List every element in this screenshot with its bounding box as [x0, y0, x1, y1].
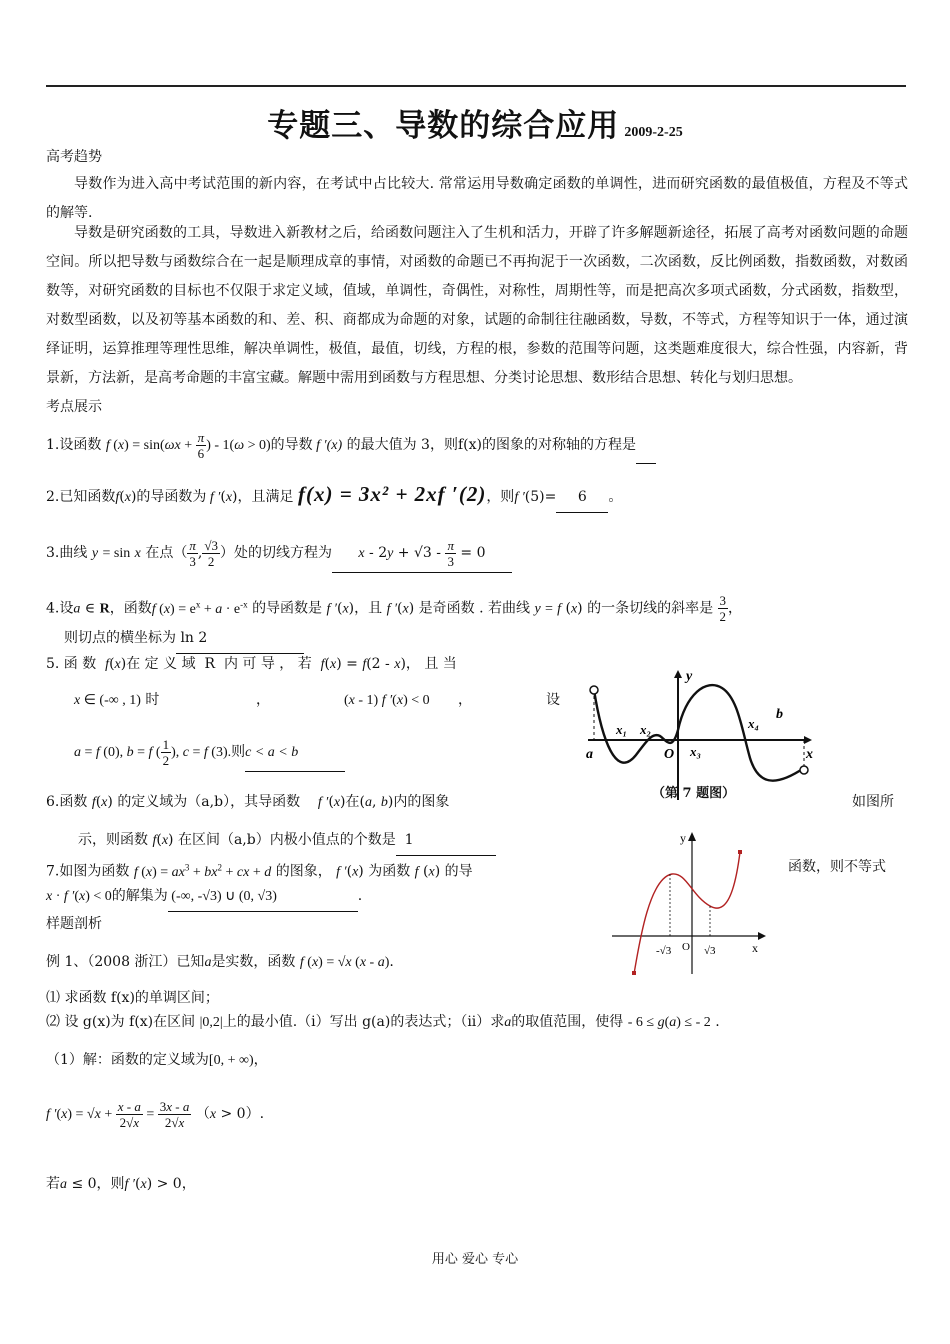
example-1-part2: ⑵ 设 g(x)为 f(x)在区间 |0,2|上的最小值.（i）写出 g(a)的表达式；（ii）求a的取值范围，使得 - 6 ≤ g(a) ≤ - 2 . — [46, 1014, 720, 1030]
cubic-label-y: y — [680, 831, 686, 845]
label-x3: x₃ — [690, 744, 702, 759]
cubic-endpoint-right — [738, 850, 742, 854]
q7-answer: (-∞, -√3) ∪ (0, √3) — [168, 882, 358, 912]
section-points: 考点展示 — [46, 399, 102, 415]
question-6-line2: 示，则函数 f(x) 在区间（a,b）内极小值点的个数是 1 — [78, 826, 940, 856]
question-7-line2: x · f ′(x) < 0的解集为 (-∞, -√3) ∪ (0, √3) . — [46, 882, 908, 912]
cubic-endpoint-left — [632, 971, 636, 975]
question-3: 3.曲线 y = sin x 在点（ $\frac{\pi}{3}$ , $\frac{√3}{2}$ ）处的切线方程为 x - 2y + √3 - $\frac{\pi}{3}$ = 0 — [46, 535, 908, 573]
title-text: 专题三、导数的综合应用 — [267, 108, 620, 144]
question-4-line2: 则切点的横坐标为 ln 2 — [64, 624, 926, 654]
x-axis-arrow — [804, 736, 812, 744]
q6-answer: 1 — [396, 826, 496, 856]
paragraph-2: 导数是研究函数的工具，导数进入新教材之后，给函数问题注入了生机和活力，开辟了许多解题新途径，拓展了高考对函数问题的命题空间。所以把导数与函数综合在一起是顺理成章的事情，对函数的命题已不再拘泥于一次函数，二次函数，反比例函数，指数函数，对数函数等，对研究函数的目标也不仅限于求定义域，值域，单调性，奇偶性，对称性，周期性等，而是把高次多项式函数，分式函数，指数型，对数型函数，以及初等基本函数的和、差、积、商都成为命题的对象，试题的命制往往融函数，导数，不等式，方程等知识于一体，通过演绎证明，运算推理等理性思维，解决单调性，极值，最值，切线，方程的根，参数的范围等问题，这类题难度很大，综合性强，内容新，背景新，方法新，是高考命题的丰富宝藏。解题中需用到函数与方程思想、分类讨论思想、数形结合思想、转化与划归思想。 — [46, 225, 908, 386]
cubic-y-arrow — [688, 832, 696, 841]
q4-answer: ln 2 — [176, 624, 304, 654]
question-4: 4.设a ∈ R，函数f $(x) = e^x + a \cdot e^{-x}$ 的导函数是 f ′(x)，且 f ′(x) 是奇函数 . 若曲线 y = f (x) 的一条切线的斜率是 $\frac{3}{2}$ ， — [46, 593, 743, 625]
q2-answer: 6 — [556, 483, 608, 513]
q3-answer: x - 2y + √3 - $\frac{\pi}{3}$ = 0 — [332, 535, 512, 573]
question-2: 2.已知函数f(x)的导函数为 f ′(x)，且满足 f(x) = 3x² + 2xf ′(2)，则f ′(5)= 6 。 — [46, 480, 908, 513]
label-x2: x₂ — [640, 722, 652, 737]
section-examples: 样题剖析 — [46, 916, 102, 932]
label-b: b — [776, 707, 783, 722]
q1-formula: f (x) = sin(ωx + $\frac{\pi}{6}$ ) - 1(ω > 0) — [105, 430, 271, 462]
left-endpoint — [590, 686, 598, 694]
question-6: 6.函数 f(x) 的定义域为（a,b），其导函数 f ′(x)在(a, b)内的图象 如图所 — [46, 794, 894, 810]
cubic-x-arrow — [758, 932, 766, 940]
q5-answer: c < a < b — [245, 734, 345, 772]
cubic-label-pos: √3 — [704, 945, 716, 957]
label-x1: x₁ — [616, 722, 628, 737]
label-x4: x₄ — [748, 716, 760, 731]
cubic-label-x: x — [752, 941, 758, 955]
cubic-label-O: O — [682, 941, 690, 953]
question-5-line2: x ∈ (-∞ , 1) 时 ， (x - 1) f ′(x) < 0 ， 设 — [74, 692, 560, 708]
q2-equation: f(x) = 3x² + 2xf ′(2) — [297, 482, 487, 506]
cubic-graph-figure — [612, 828, 772, 978]
question-5: 5. 函 数 f(x)在 定 义 域 R 内 可 导 ， 若 f(x) = f(2 - x)， 且 当 — [46, 656, 457, 672]
cubic-curve — [634, 852, 740, 974]
label-O: O — [664, 747, 675, 762]
page-footer: 用心 爱心 专心 — [431, 1252, 519, 1267]
question-7: 7.如图为函数 f $(x) = ax^3 + bx^2$ + cx + d 的图象， f ′(x) 为函数 f (x) 的导 函数，则不等式 — [46, 859, 886, 880]
solution-derivative: f ′(x) = √x + $\frac{x - a}{2√x}$ = $\frac{3x - a}{2√x}$ （x > 0）. — [46, 1098, 265, 1130]
page-title — [0, 100, 950, 145]
q1-answer-blank — [636, 427, 656, 464]
paragraph-1: 导数作为进入高中考试范围的新内容，在考试中占比较大. 常常运用导数确定函数的单调性，进而研究函数的最值极值，方程及不等式的解等. — [46, 176, 908, 221]
figure-caption: （第 7 题图） — [652, 786, 736, 801]
right-endpoint — [800, 766, 808, 774]
solution-case: 若a ≤ 0，则f ′(x) > 0， — [46, 1176, 196, 1192]
y-axis-arrow — [674, 670, 682, 678]
top-rule — [46, 85, 906, 87]
label-x: x — [806, 747, 813, 762]
question-5-line3: a = f (0), b = f ( $\frac{1}{2}$ ), c = f (3).则c < a < b — [74, 734, 936, 772]
question-1: 1.设函数 f (x) = sin(ωx + $\frac{\pi}{6}$ ) - 1(ω > 0)的导数 f ′(x) 的最大值为 3，则f(x)的图象的对称轴的方程是 — [46, 427, 908, 464]
solution-domain: （1）解：函数的定义域为[0, + ∞)， — [46, 1052, 268, 1068]
example-1-part1: ⑴ 求函数 f(x)的单调区间； — [46, 990, 219, 1006]
cubic-label-neg: -√3 — [656, 945, 672, 957]
example-1: 例 1、（2008 浙江）已知a是实数，函数 f (x) = √x (x - a). — [46, 954, 394, 970]
section-trend: 高考趋势 — [46, 149, 102, 165]
label-a: a — [586, 747, 593, 762]
title-date: 2009-2-25 — [624, 125, 683, 140]
label-y: y — [686, 669, 693, 684]
